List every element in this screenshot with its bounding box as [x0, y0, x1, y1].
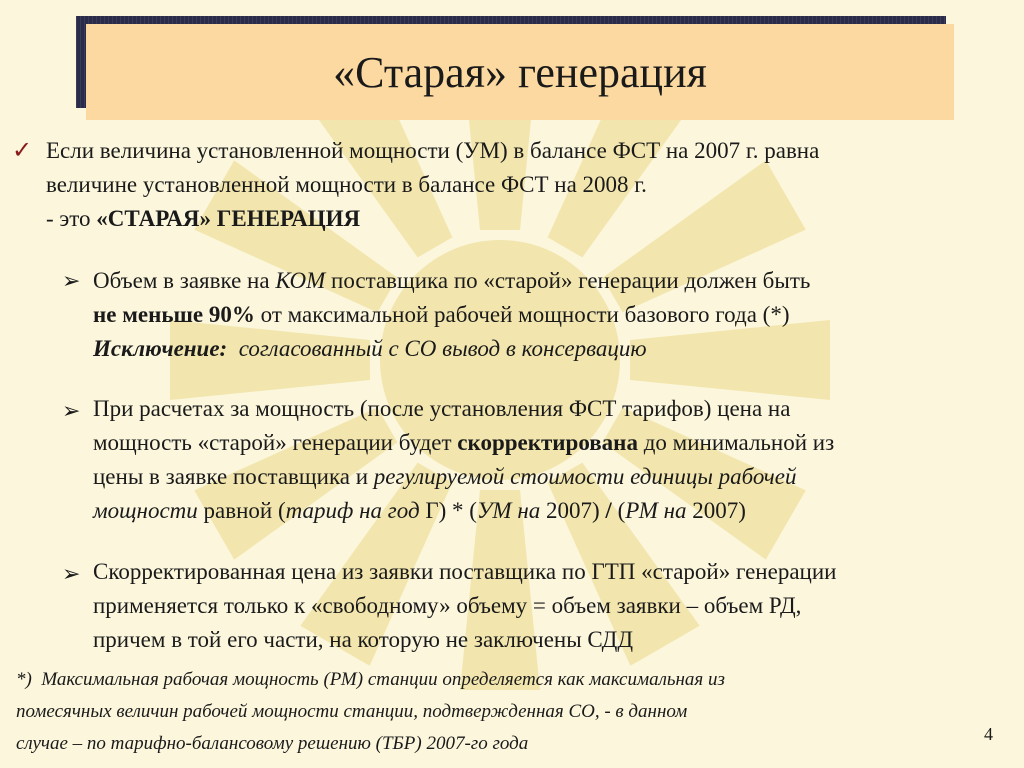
bullet-line: [93, 264, 1013, 298]
text-run: 2007): [540, 498, 606, 523]
text-run: цены в заявке поставщика и: [93, 464, 374, 489]
bullet-item: [93, 264, 1013, 366]
bullet-line: [93, 298, 1013, 332]
footnote-line: *) Максимальная рабочая мощность (РМ) станции определяется как максимальная из: [16, 669, 725, 690]
text-run: тариф на год: [285, 498, 420, 523]
text-run: мощности: [93, 498, 198, 523]
intro-emphasis: «СТАРАЯ» ГЕНЕРАЦИЯ: [96, 206, 361, 231]
text-run: согласованный с СО вывод в консервацию: [227, 336, 647, 361]
text-run: Г) * (: [419, 498, 477, 523]
text-run: /: [605, 498, 612, 523]
footnote: [16, 664, 1006, 760]
intro-paragraph: [46, 134, 1016, 236]
title-banner: [86, 24, 954, 120]
intro-line: величине установленной мощности в балансе ФСТ на 2008 г.: [46, 172, 647, 197]
bullet-item: [93, 392, 1018, 528]
text-run: скорректирована: [457, 430, 638, 455]
bullet-line: [93, 460, 1018, 494]
bullet-line: применяется только к «свободному» объему = объем заявки – объем РД,: [93, 593, 802, 618]
footnote-line: случае – по тарифно-балансовому решению (ТБР) 2007-го года: [16, 733, 529, 754]
check-icon: ✓: [12, 138, 33, 164]
arrow-bullet-icon: ➢: [62, 268, 81, 293]
text-run: РМ на: [625, 498, 687, 523]
bullet-line: При расчетах за мощность (после установления ФСТ тарифов) цена на: [93, 396, 791, 421]
footnote-line: помесячных величин рабочей мощности станции, подтвержденная СО, - в данном: [16, 701, 688, 722]
text-run: (: [611, 498, 626, 523]
arrow-bullet-icon: ➢: [62, 398, 81, 423]
bullet-line: причем в той его части, на которую не заключены СДД: [93, 627, 634, 652]
intro-line: [46, 202, 1016, 236]
intro-line: Если величина установленной мощности (УМ) в балансе ФСТ на 2007 г. равна: [46, 138, 820, 163]
text-run: не меньше 90%: [93, 302, 255, 327]
text-run: от максимальной рабочей мощности базового года (*): [254, 302, 790, 327]
intro-prefix: - это: [46, 206, 97, 231]
text-run: равной (: [197, 498, 286, 523]
text-run: Исключение:: [93, 336, 228, 361]
text-run: до минимальной из: [637, 430, 835, 455]
text-run: мощность «старой» генерации будет: [93, 430, 458, 455]
page-number: 4: [984, 724, 993, 744]
text-run: Объем в заявке на: [93, 268, 276, 293]
bullet-line: [93, 332, 1013, 366]
text-run: УМ на: [476, 498, 541, 523]
text-run: 2007): [686, 498, 746, 523]
bullet-line: [93, 426, 1018, 460]
text-run: поставщика по «старой» генерации должен быть: [325, 268, 811, 293]
slide-title: «Старая» генерация: [333, 47, 707, 97]
arrow-bullet-icon: ➢: [62, 561, 81, 586]
bullet-item: [93, 555, 1018, 657]
text-run: КОМ: [275, 268, 326, 293]
bullet-line: [93, 494, 1018, 528]
bullet-line: Скорректированная цена из заявки поставщика по ГТП «старой» генерации: [93, 559, 837, 584]
text-run: регулируемой стоимости единицы рабочей: [373, 464, 797, 489]
